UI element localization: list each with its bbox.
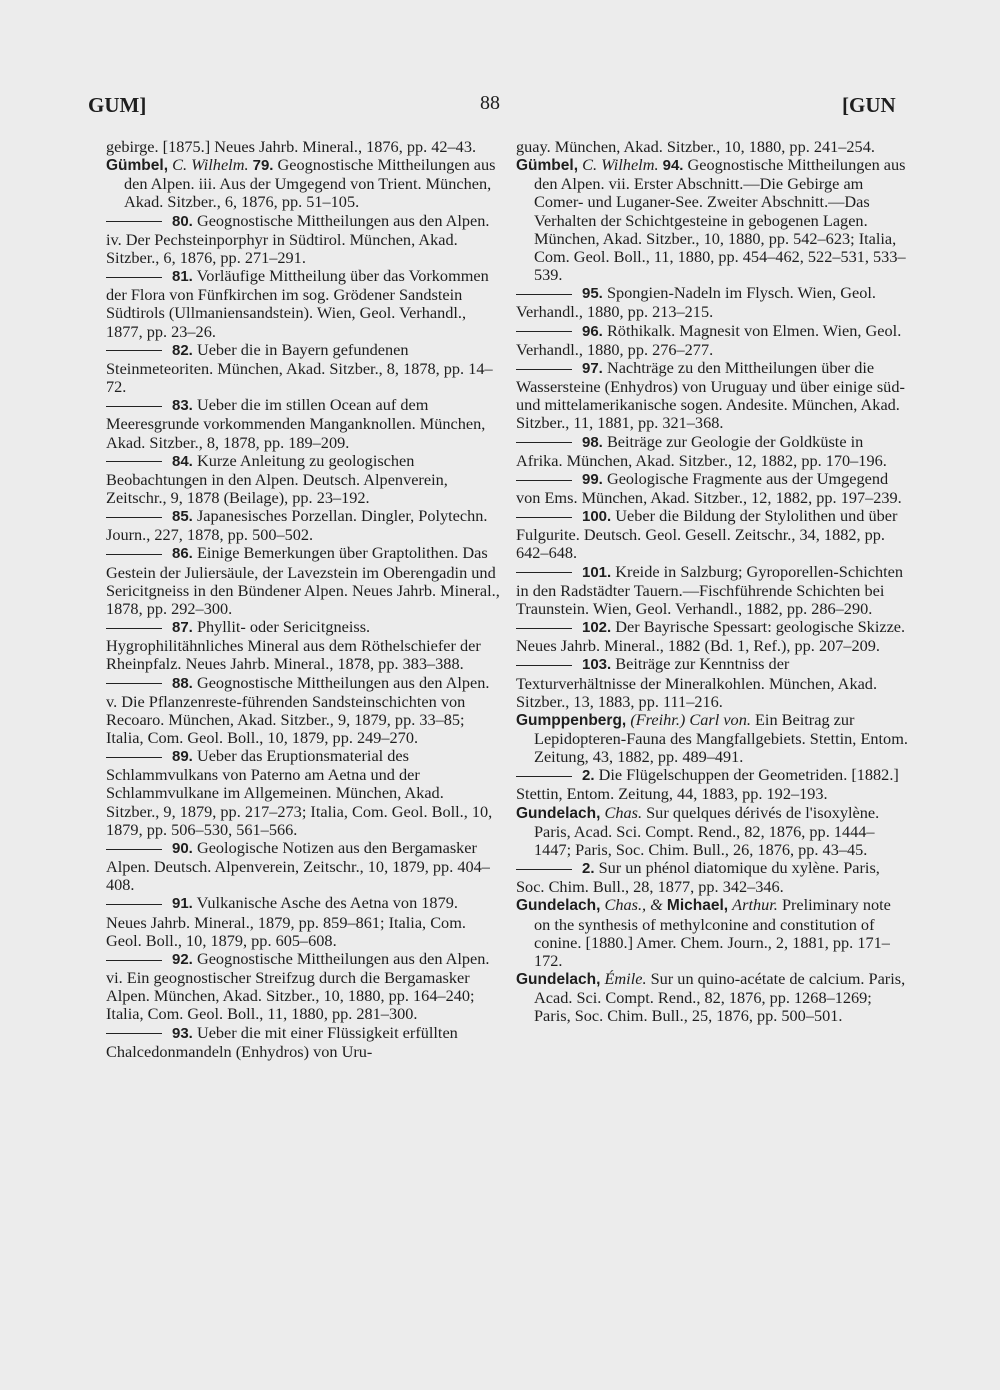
entry-text: Vorläufige Mittheilung über das Vorkommen der Flora von Fünfkirchen im sog. Grödener Sandstein Südtirols (Ullmaniensandstein). Wien, Geol. Verhandl., 1877, pp. 23–26. [106, 266, 489, 341]
bibliography-entry [516, 138, 911, 156]
entry-number: 102. [582, 619, 612, 637]
entry-text: Geognostische Mittheilungen aus den Alpen. iii. Aus der Umgegend von Trient. München, Akad. Sitzber., 6, 1876, pp. 51–105. [124, 155, 496, 212]
ditto-dash [516, 331, 572, 332]
ditto-dash [106, 1033, 162, 1034]
bibliography-entry [106, 341, 501, 396]
ditto-dash [106, 517, 162, 518]
bibliography-entry [516, 156, 911, 284]
author-name: Gundelach, [516, 804, 601, 822]
entry-text: Ueber die im stillen Ocean auf dem Meeresgrunde vorkommenden Manganknollen. München, Akad. Sitzber., 8, 1878, pp. 189–209. [106, 395, 486, 452]
bibliography-entry [106, 544, 501, 618]
entry-text: Geognostische Mittheilungen aus den Alpen. vi. Ein geognostischer Streifzug durch die Bergamasker Alpen. München, Akad. Sitzber., 10, 1880, pp. 164–240; Italia, Com. Geol. Boll., 11, 1880, pp. 281–300. [106, 948, 490, 1024]
ditto-dash [516, 480, 572, 481]
bibliography-entry [516, 804, 911, 859]
author-name: Gümbel, [516, 157, 579, 175]
entry-number: 89. [172, 748, 193, 766]
entry-number: 99. [582, 470, 603, 488]
bibliography-entry [106, 747, 501, 839]
author-given-name: (Freihr.) Carl von. [630, 709, 751, 729]
bibliography-entry [516, 711, 911, 766]
ditto-dash [516, 665, 572, 666]
entry-text: Nachträge zu den Mittheilungen über die Wassersteine (Enhydros) von Uruguay und über einige süd- und mittelamerikanische sogen. Andesite. München, Akad. Sitzber., 11, 1881, pp. 321–368. [516, 357, 905, 433]
entry-text: Vulkanische Asche des Aetna von 1879. Neues Jahrb. Mineral., 1879, pp. 859–861; Italia, Com. Geol. Boll., 10, 1879, pp. 605–608. [106, 893, 466, 950]
entry-text: Japanesisches Porzellan. Dingler, Polytechn. Journ., 227, 1878, pp. 500–502. [106, 506, 488, 545]
coauthor-given-name: Arthur. [732, 895, 778, 915]
entry-number: 87. [172, 619, 193, 637]
entry-text: Ein Beitrag zur Lepidopteren-Fauna des Mangfallgebiets. Stettin, Entom. Zeitung, 43, 1882, pp. 489–491. [534, 709, 908, 767]
entry-text: Sur quelques dérivés de l'isoxylène. Paris, Acad. Sci. Compt. Rend., 82, 1876, pp. 1444–1447; Paris, Soc. Chim. Bull., 26, 1876, pp. 43–45. [534, 802, 880, 859]
bibliography-entry [516, 859, 911, 896]
bibliography-entry [106, 507, 501, 544]
ditto-dash [106, 904, 162, 905]
entry-text: Ueber die mit einer Flüssigkeit erfüllten Chalcedonmandeln (Enhydros) von Uru- [106, 1022, 458, 1061]
entry-number: 103. [582, 656, 612, 674]
author-name: Gumppenberg, [516, 711, 627, 729]
author-given-name: Chas. [604, 802, 643, 822]
bibliography-entry [516, 618, 911, 655]
ditto-dash [106, 757, 162, 758]
entry-text: Ueber das Eruptionsmaterial des Schlammvulkans von Paterno am Aetna und der Schlammvulkane im Allgemeinen. München, Akad. Sitzber., 9, 1879, pp. 217–273; Italia, Com. Geol. Boll., 10, 1879, pp. 506–530, 561–566. [106, 746, 493, 839]
entry-text: Kurze Anleitung zu geologischen Beobachtungen in den Alpen. Deutsch. Alpenverein, Zeitschr., 9, 1878 (Beilage), pp. 23–192. [106, 450, 448, 507]
ditto-dash [516, 442, 572, 443]
entry-text: Ueber die Bildung der Stylolithen und über Fulgurite. Deutsch. Geol. Gesell. Zeitschr., 34, 1882, pp. 642–648. [516, 506, 898, 563]
entry-text: Sur un quino-acétate de calcium. Paris, Acad. Sci. Compt. Rend., 82, 1876, pp. 1268–1269; Paris, Soc. Chim. Bull., 25, 1876, pp. 500–501. [534, 969, 906, 1026]
entry-text: Die Flügelschuppen der Geometriden. [1882.] Stettin, Entom. Zeitung, 44, 1883, pp. 192–193. [516, 765, 899, 804]
bibliography-entry [106, 138, 501, 156]
ditto-dash [106, 406, 162, 407]
entry-number: 93. [172, 1024, 193, 1042]
entry-number: 82. [172, 341, 193, 359]
running-head-right: [GUN [842, 93, 896, 117]
entry-text: Einige Bemerkungen über Graptolithen. Das Gestein der Juliersäule, der Lavezstein im Oberengadin und Sericitgneiss in den Bündener Alpen. Neues Jahrb. Mineral., 1878, pp. 292–300. [106, 543, 500, 618]
entry-number: 80. [172, 212, 193, 230]
entry-number: 91. [172, 895, 193, 913]
bibliography-entry [516, 563, 911, 618]
entry-text: Röthikalk. Magnesit von Elmen. Wien, Geol. Verhandl., 1880, pp. 276–277. [516, 320, 902, 359]
entry-text: Beiträge zur Geologie der Goldküste in Afrika. München, Akad. Sitzber., 12, 1882, pp. 170–196. [516, 431, 887, 470]
entry-text: Sur un phénol diatomique du xylène. Paris, Soc. Chim. Bull., 28, 1877, pp. 342–346. [516, 858, 880, 897]
ditto-dash [516, 572, 572, 573]
ditto-dash [516, 369, 572, 370]
bibliography-entry [106, 1024, 501, 1061]
ditto-dash [516, 294, 572, 295]
author-name: Gundelach, [516, 897, 601, 915]
ditto-dash [516, 869, 572, 870]
entry-number: 86. [172, 545, 193, 563]
bibliography-entry [516, 433, 911, 470]
ditto-dash [516, 628, 572, 629]
bibliography-entry [106, 894, 501, 949]
entry-text: Geognostische Mittheilungen aus den Alpen. v. Die Pflanzenreste-führenden Sandsteinschichten von Recoaro. München, Akad. Sitzber., 9, 1879, pp. 33–85; Italia, Com. Geol. Boll., 10, 1879, pp. 249–270. [106, 672, 490, 747]
ditto-dash [106, 277, 162, 278]
entry-text: Geognostische Mittheilungen aus den Alpen. iv. Der Pechsteinporphyr in Südtirol. München, Akad. Sitzber., 6, 1876, pp. 271–291. [106, 210, 490, 267]
entry-number: 79. [252, 157, 274, 175]
entry-number: 98. [582, 433, 603, 451]
entry-number: 2. [582, 767, 595, 785]
bibliography-entry [106, 452, 501, 507]
entry-text: Spongien-Nadeln im Flysch. Wien, Geol. Verhandl., 1880, pp. 213–215. [516, 283, 876, 322]
author-given-name: Chas., & [604, 895, 663, 915]
entry-text: Beiträge zur Kenntniss der Texturverhältnisse der Mineralkohlen. München, Akad. Sitzber., 13, 1883, pp. 111–216. [516, 654, 878, 711]
bibliography-entry [516, 896, 911, 970]
page-number: 88 [480, 92, 500, 114]
author-given-name: C. Wilhelm. [172, 155, 249, 175]
coauthor-name: Michael, [666, 897, 729, 915]
bibliography-entry [516, 322, 911, 359]
entry-text: guay. München, Akad. Sitzber., 10, 1880, pp. 241–254. [516, 137, 875, 156]
author-name: Gümbel, [106, 157, 169, 175]
entry-text: Geologische Fragmente aus der Umgegend von Ems. München, Akad. Sitzber., 12, 1882, pp. 197–239. [516, 468, 902, 507]
bibliography-entry [516, 766, 911, 803]
author-given-name: Émile. [604, 969, 647, 989]
entry-text: Geognostische Mittheilungen aus den Alpen. vii. Erster Abschnitt.—Die Gebirge am Comer- und Luganer-See. Zweiter Abschnitt.—Das Verhalten der Schichtgesteine in gebogenen Lagen. München, Akad. Sitzber., 10, 1880, pp. 542–623; Italia, Com. Geol. Boll., 11, 1880, pp. 454–462, 522–531, 533–539. [534, 155, 906, 285]
entry-text: Phyllit- oder Sericitgneiss. Hygrophilitähnliches Mineral aus dem Röthelschiefer der Rheinpfalz. Neues Jahrb. Mineral., 1878, pp. 383–388. [106, 617, 481, 674]
ditto-dash [106, 350, 162, 351]
author-name: Gundelach, [516, 971, 601, 989]
entry-number: 85. [172, 508, 193, 526]
entry-text: Der Bayrische Spessart: geologische Skizze. Neues Jahrb. Mineral., 1882 (Bd. 1, Ref.), pp. 207–209. [516, 617, 906, 656]
ditto-dash [106, 628, 162, 629]
entry-number: 97. [582, 359, 603, 377]
entry-number: 95. [582, 285, 603, 303]
entry-number: 101. [582, 563, 612, 581]
entry-number: 83. [172, 397, 193, 415]
entry-text: gebirge. [1875.] Neues Jahrb. Mineral., 1876, pp. 42–43. [106, 137, 477, 156]
bibliography-entry [106, 396, 501, 451]
entry-text: Ueber die in Bayern gefundenen Steinmeteoriten. München, Akad. Sitzber., 8, 1878, pp. 14–72. [106, 339, 493, 397]
ditto-dash [106, 683, 162, 684]
bibliography-entry [516, 507, 911, 562]
bibliography-entry [106, 950, 501, 1024]
ditto-dash [106, 849, 162, 850]
ditto-dash [106, 960, 162, 961]
bibliography-entry [106, 839, 501, 894]
entry-number: 94. [662, 157, 684, 175]
bibliography-entry [516, 284, 911, 321]
entry-number: 96. [582, 322, 603, 340]
bibliography-entry [516, 470, 911, 507]
ditto-dash [516, 776, 572, 777]
entry-text: Kreide in Salzburg; Gyroporellen-Schichten in den Radstädter Tauern.—Fischführende Schichten bei Traunstein. Wien, Geol. Verhandl., 1882, pp. 286–290. [516, 561, 903, 618]
bibliography-entry [516, 655, 911, 710]
running-head-left: GUM] [88, 93, 147, 117]
bibliography-entry [106, 674, 501, 748]
ditto-dash [106, 554, 162, 555]
bibliography-entry [106, 156, 501, 211]
entry-number: 100. [582, 508, 612, 526]
ditto-dash [106, 221, 162, 222]
entry-number: 81. [172, 268, 193, 286]
right-column [516, 138, 911, 1026]
left-column [106, 138, 501, 1061]
entry-number: 84. [172, 452, 193, 470]
author-given-name: C. Wilhelm. [582, 155, 659, 175]
ditto-dash [516, 517, 572, 518]
entry-number: 90. [172, 839, 193, 857]
entry-text: Preliminary note on the synthesis of methylconine and constitution of conine. [1880.] Amer. Chem. Journ., 2, 1881, pp. 171–172. [534, 895, 891, 970]
entry-text: Geologische Notizen aus den Bergamasker Alpen. Deutsch. Alpenverein, Zeitschr., 10, 1879, pp. 404–408. [106, 837, 490, 895]
entry-number: 2. [582, 860, 595, 878]
bibliography-entry [106, 267, 501, 341]
bibliography-entry [516, 970, 911, 1025]
bibliography-entry [516, 359, 911, 433]
entry-number: 92. [172, 950, 193, 968]
bibliography-entry [106, 618, 501, 673]
bibliography-entry [106, 212, 501, 267]
entry-number: 88. [172, 674, 193, 692]
ditto-dash [106, 461, 162, 462]
